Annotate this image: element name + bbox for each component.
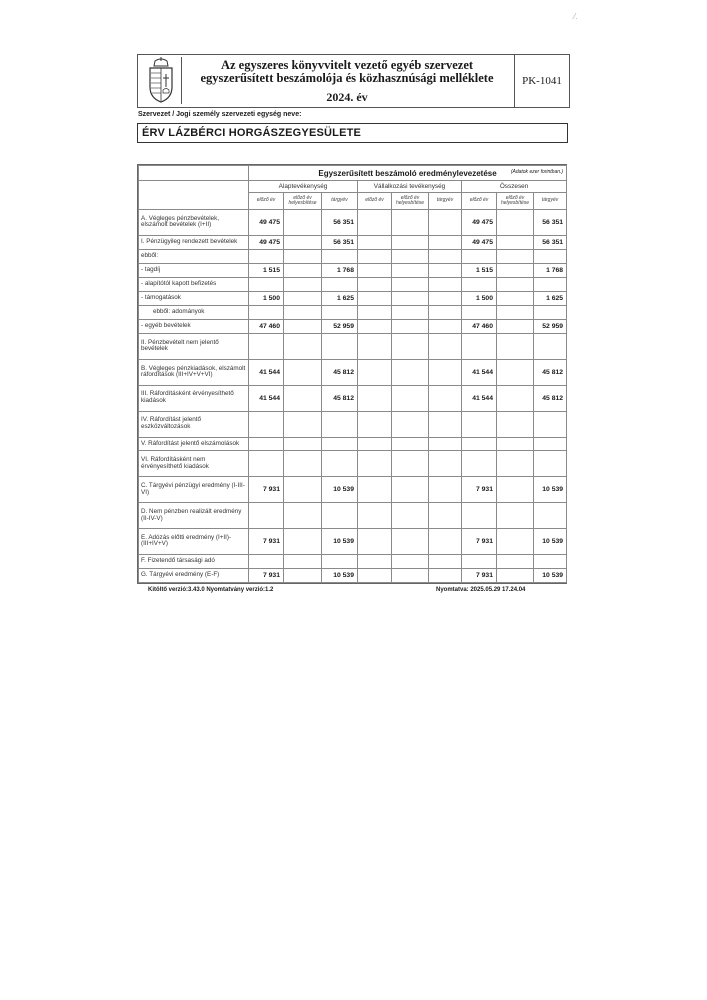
value-cell	[358, 210, 392, 236]
table-row	[139, 235, 567, 249]
row-label: E. Adózás előtti eredmény (I+II)-(III+IV+V)	[139, 528, 249, 554]
row-label: ebből:	[139, 250, 249, 264]
value-cell	[358, 437, 392, 451]
table-row	[139, 263, 567, 277]
value-cell	[284, 359, 322, 385]
value-cell	[534, 503, 567, 529]
value-cell	[358, 319, 392, 333]
table-row	[139, 291, 567, 305]
value-cell: 10 539	[534, 568, 567, 582]
value-cell	[462, 411, 497, 437]
value-cell: 1 515	[249, 263, 284, 277]
value-cell	[284, 250, 322, 264]
organization-label: Szervezet / Jogi személy szervezeti egység neve:	[138, 111, 302, 118]
table-row	[139, 554, 567, 568]
value-cell	[322, 250, 358, 264]
value-cell	[358, 263, 392, 277]
value-cell	[358, 554, 392, 568]
value-cell: 56 351	[534, 210, 567, 236]
value-cell	[249, 554, 284, 568]
value-cell	[284, 210, 322, 236]
value-cell: 10 539	[322, 528, 358, 554]
value-cell	[462, 306, 497, 320]
table-row	[139, 437, 567, 451]
value-cell	[429, 250, 462, 264]
value-cell: 49 475	[462, 210, 497, 236]
value-cell	[358, 385, 392, 411]
value-cell	[358, 235, 392, 249]
value-cell	[429, 334, 462, 360]
value-cell	[497, 554, 534, 568]
value-cell	[392, 334, 429, 360]
value-cell	[429, 291, 462, 305]
value-cell	[497, 528, 534, 554]
value-cell	[534, 451, 567, 477]
value-cell	[497, 235, 534, 249]
value-cell	[284, 411, 322, 437]
value-cell	[322, 451, 358, 477]
row-label: - egyéb bevételek	[139, 319, 249, 333]
value-cell	[497, 437, 534, 451]
value-cell	[284, 263, 322, 277]
row-label: - tagdíj	[139, 263, 249, 277]
value-cell	[358, 411, 392, 437]
row-label: VI. Ráfordításként nem érvényesíthető kiadások	[139, 451, 249, 477]
row-label: F. Fizetendő társasági adó	[139, 554, 249, 568]
value-cell	[429, 385, 462, 411]
value-cell	[249, 250, 284, 264]
value-cell	[392, 359, 429, 385]
value-cell: 7 931	[249, 568, 284, 582]
value-cell: 52 959	[322, 319, 358, 333]
organization-name: ÉRV LÁZBÉRCI HORGÁSZEGYESÜLETE	[142, 127, 362, 139]
value-cell: 49 475	[249, 210, 284, 236]
value-cell: 41 544	[462, 385, 497, 411]
row-label: A. Végleges pénzbevételek, elszámolt bevételek (I+II)	[139, 210, 249, 236]
income-statement-table	[137, 164, 567, 584]
value-cell: 1 625	[534, 291, 567, 305]
organization-name-box	[137, 123, 568, 143]
value-cell: 7 931	[249, 477, 284, 503]
value-cell	[392, 210, 429, 236]
table-row	[139, 250, 567, 264]
table-title: Egyszerűsített beszámoló eredménylevezetése	[318, 168, 497, 178]
value-cell: 47 460	[249, 319, 284, 333]
value-cell	[429, 319, 462, 333]
value-cell: 1 625	[322, 291, 358, 305]
value-cell	[534, 250, 567, 264]
value-cell	[322, 334, 358, 360]
value-cell	[497, 568, 534, 582]
value-cell	[534, 437, 567, 451]
row-label: II. Pénzbevételt nem jelentő bevételek	[139, 334, 249, 360]
value-cell	[358, 306, 392, 320]
value-cell	[249, 503, 284, 529]
value-cell	[392, 385, 429, 411]
value-cell	[497, 291, 534, 305]
value-cell	[462, 554, 497, 568]
row-label: C. Tárgyévi pénzügyi eredmény (I-III-VI)	[139, 477, 249, 503]
value-cell	[249, 334, 284, 360]
value-cell	[429, 278, 462, 292]
value-cell	[249, 411, 284, 437]
value-cell	[497, 250, 534, 264]
value-cell	[249, 437, 284, 451]
value-cell	[358, 503, 392, 529]
subcolumn-header: előző év	[462, 193, 497, 210]
value-cell	[497, 385, 534, 411]
table-row	[139, 334, 567, 360]
value-cell	[249, 278, 284, 292]
value-cell	[429, 528, 462, 554]
value-cell: 41 544	[249, 385, 284, 411]
value-cell: 1 515	[462, 263, 497, 277]
value-cell: 45 812	[322, 359, 358, 385]
value-cell	[358, 334, 392, 360]
table-row	[139, 306, 567, 320]
value-cell	[322, 437, 358, 451]
value-cell	[284, 334, 322, 360]
value-cell	[392, 306, 429, 320]
form-code: PK-1041	[514, 55, 569, 107]
value-cell	[392, 437, 429, 451]
group-header-total: Összesen	[462, 181, 567, 193]
table-row	[139, 278, 567, 292]
coat-of-arms-icon	[141, 57, 182, 104]
scan-mark: ⁄.	[574, 12, 578, 21]
value-cell	[284, 451, 322, 477]
value-cell	[497, 334, 534, 360]
value-cell: 47 460	[462, 319, 497, 333]
filler-version: Kitöltő verzió:3.43.0 Nyomtatvány verzió:1.2	[148, 587, 274, 593]
table-row	[139, 503, 567, 529]
form-header	[137, 54, 570, 108]
value-cell	[497, 319, 534, 333]
value-cell	[284, 319, 322, 333]
value-cell	[392, 319, 429, 333]
row-label: D. Nem pénzben realizált eredmény (II-IV-V)	[139, 503, 249, 529]
value-cell	[392, 451, 429, 477]
value-cell	[497, 359, 534, 385]
value-cell	[249, 306, 284, 320]
value-cell	[429, 437, 462, 451]
value-cell	[358, 568, 392, 582]
row-label: B. Végleges pénzkiadások, elszámolt ráfordítások (III+IV+V+VI)	[139, 359, 249, 385]
value-cell	[462, 278, 497, 292]
print-timestamp: Nyomtatva: 2025.05.29 17.24.04	[436, 587, 526, 593]
value-cell	[392, 568, 429, 582]
value-cell	[284, 306, 322, 320]
value-cell: 7 931	[462, 568, 497, 582]
value-cell	[497, 411, 534, 437]
table-row	[139, 451, 567, 477]
value-cell: 1 768	[322, 263, 358, 277]
subcolumn-header: tárgyév	[429, 193, 462, 210]
value-cell	[497, 503, 534, 529]
group-header-basic: Alaptevékenység	[249, 181, 358, 193]
value-cell	[429, 263, 462, 277]
value-cell: 7 931	[249, 528, 284, 554]
subcolumn-header: előző év helyesbítése	[392, 193, 429, 210]
value-cell: 52 959	[534, 319, 567, 333]
value-cell	[534, 554, 567, 568]
value-cell	[429, 359, 462, 385]
row-label: - támogatások	[139, 291, 249, 305]
table-row	[139, 385, 567, 411]
row-label: V. Ráfordítást jelentő elszámolások	[139, 437, 249, 451]
subcolumn-header: tárgyév	[322, 193, 358, 210]
value-cell	[284, 568, 322, 582]
value-cell	[534, 306, 567, 320]
subcolumn-header: előző év helyesbítése	[497, 193, 534, 210]
value-cell: 41 544	[462, 359, 497, 385]
value-cell	[497, 451, 534, 477]
value-cell	[392, 503, 429, 529]
group-header-business: Vállalkozási tevékenység	[358, 181, 462, 193]
value-cell	[358, 278, 392, 292]
row-label: ebből: adományok	[139, 306, 249, 320]
row-label: - alapítótól kapott befizetés	[139, 278, 249, 292]
value-cell	[462, 451, 497, 477]
value-cell	[284, 528, 322, 554]
row-label: I. Pénzügyileg rendezett bevételek	[139, 235, 249, 249]
table-row	[139, 528, 567, 554]
value-cell: 45 812	[534, 359, 567, 385]
value-cell: 7 931	[462, 528, 497, 554]
value-cell: 1 500	[462, 291, 497, 305]
value-cell	[322, 278, 358, 292]
form-title: Az egyszeres könyvvitelt vezető egyéb szervezet egyszerűsített beszámolója és közhasznúsági melléklete	[200, 58, 494, 85]
value-cell	[249, 451, 284, 477]
value-cell	[284, 503, 322, 529]
value-cell	[284, 278, 322, 292]
value-cell	[322, 306, 358, 320]
value-cell: 56 351	[322, 210, 358, 236]
value-cell	[358, 528, 392, 554]
value-cell: 45 812	[534, 385, 567, 411]
value-cell	[429, 451, 462, 477]
value-cell	[358, 451, 392, 477]
form-year: 2024. év	[326, 90, 368, 104]
value-cell: 10 539	[534, 528, 567, 554]
table-row	[139, 359, 567, 385]
value-cell	[358, 291, 392, 305]
value-cell	[429, 411, 462, 437]
table-row	[139, 568, 567, 582]
value-cell: 49 475	[462, 235, 497, 249]
value-cell	[392, 411, 429, 437]
value-cell: 1 500	[249, 291, 284, 305]
value-cell: 56 351	[322, 235, 358, 249]
value-cell	[534, 278, 567, 292]
value-cell	[429, 568, 462, 582]
value-cell: 49 475	[249, 235, 284, 249]
value-cell	[284, 385, 322, 411]
value-cell	[284, 554, 322, 568]
row-label: IV. Ráfordítást jelentő eszközváltozások	[139, 411, 249, 437]
value-cell: 1 768	[534, 263, 567, 277]
subcolumn-header: tárgyév	[534, 193, 567, 210]
value-cell	[392, 250, 429, 264]
value-cell: 41 544	[249, 359, 284, 385]
value-cell	[462, 437, 497, 451]
value-cell	[497, 477, 534, 503]
corner-cell	[139, 166, 249, 181]
value-cell	[322, 503, 358, 529]
value-cell: 56 351	[534, 235, 567, 249]
value-cell	[322, 411, 358, 437]
value-cell	[322, 554, 358, 568]
value-cell	[462, 503, 497, 529]
table-row	[139, 210, 567, 236]
value-cell	[429, 210, 462, 236]
label-header-cell	[139, 181, 249, 210]
value-cell	[358, 250, 392, 264]
value-cell	[462, 250, 497, 264]
value-cell	[284, 235, 322, 249]
value-cell	[497, 278, 534, 292]
value-cell: 7 931	[462, 477, 497, 503]
value-cell	[284, 291, 322, 305]
value-cell: 10 539	[322, 477, 358, 503]
value-cell: 10 539	[322, 568, 358, 582]
table-title-cell	[249, 166, 567, 181]
value-cell	[392, 263, 429, 277]
value-cell	[392, 278, 429, 292]
value-cell	[534, 334, 567, 360]
value-cell	[429, 503, 462, 529]
value-cell	[392, 554, 429, 568]
value-cell	[284, 437, 322, 451]
unit-note: (Adatok ezer forintban.)	[510, 169, 564, 175]
value-cell	[429, 477, 462, 503]
subcolumn-header: előző év	[249, 193, 284, 210]
value-cell	[497, 210, 534, 236]
value-cell: 45 812	[322, 385, 358, 411]
value-cell	[358, 359, 392, 385]
value-cell	[284, 477, 322, 503]
table-row	[139, 319, 567, 333]
row-label: G. Tárgyévi eredmény (E-F)	[139, 568, 249, 582]
table-row	[139, 411, 567, 437]
value-cell	[497, 306, 534, 320]
table-row	[139, 477, 567, 503]
value-cell	[392, 528, 429, 554]
value-cell	[534, 411, 567, 437]
value-cell	[392, 477, 429, 503]
value-cell	[358, 477, 392, 503]
value-cell	[429, 235, 462, 249]
value-cell	[429, 554, 462, 568]
value-cell	[462, 334, 497, 360]
value-cell	[392, 235, 429, 249]
subcolumn-header: előző év	[358, 193, 392, 210]
value-cell	[497, 263, 534, 277]
value-cell	[392, 291, 429, 305]
value-cell: 10 539	[534, 477, 567, 503]
subcolumn-header: előző év helyesbítése	[284, 193, 322, 210]
value-cell	[429, 306, 462, 320]
row-label: III. Ráfordításként érvényesíthető kiadások	[139, 385, 249, 411]
